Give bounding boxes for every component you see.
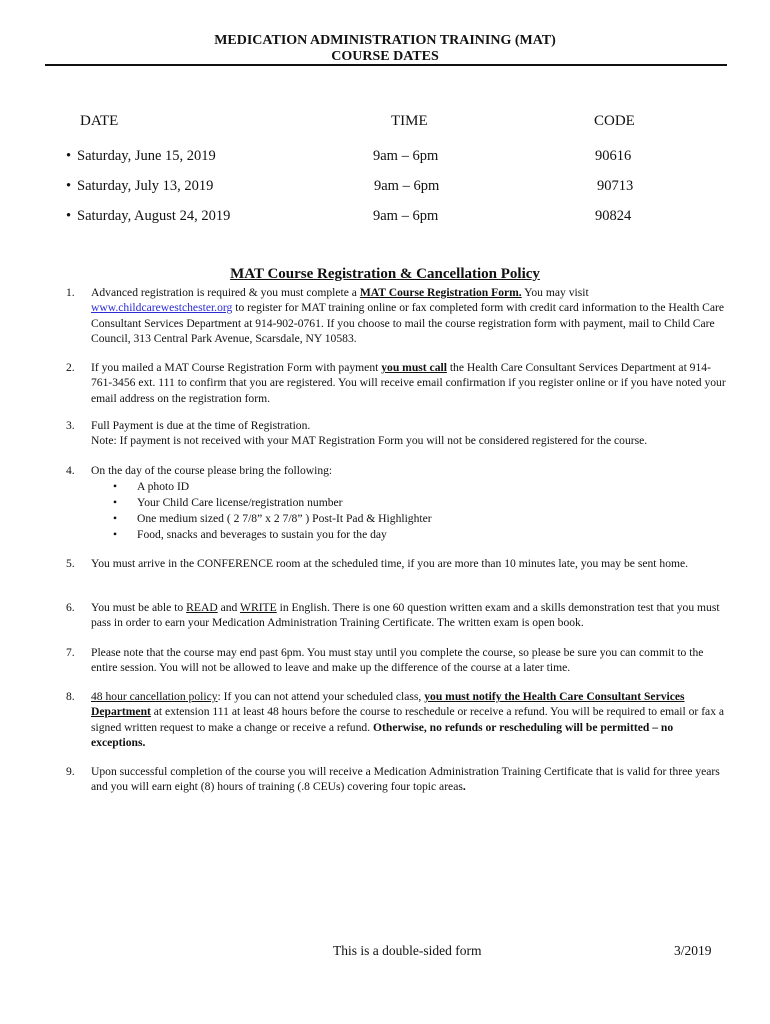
- emphasis-text: you must notify the Health Care Consultant Services Department: [91, 690, 685, 719]
- column-header-date: DATE: [80, 113, 119, 129]
- item-text: Advanced registration is required & you must complete a: [91, 286, 360, 299]
- item-text: If you mailed a MAT Course Registration Form with payment: [91, 361, 382, 374]
- read-emphasis: READ: [186, 601, 218, 614]
- bullet-icon: •: [66, 178, 72, 194]
- item-number: 7.: [66, 646, 75, 659]
- item-number: 8.: [66, 690, 75, 703]
- policy-item-6: [66, 600, 726, 631]
- bring-items-list: [113, 479, 726, 542]
- policy-title: MAT Course Registration & Cancellation Policy: [230, 266, 540, 282]
- emphasis-text: you must call: [381, 361, 447, 374]
- item-text: You may visit: [521, 286, 589, 299]
- course-time: 9am – 6pm: [373, 208, 439, 224]
- item-text: Upon successful completion of the course you will receive a Medication Administration Training Certificate that is valid for three years and you will earn eight (8) hours of training (.8 CEUs) covering four topic areas: [91, 765, 720, 794]
- document-title: MEDICATION ADMINISTRATION TRAINING (MAT): [214, 33, 556, 48]
- no-refunds-warning: Otherwise, no refunds or rescheduling will be permitted – no exceptions.: [91, 720, 674, 749]
- item-text: in English. There is one 60 question written exam and a skills demonstration test that you must pass in order to earn your Medication Administration Training Certificate. The written exam is open book.: [91, 601, 720, 630]
- item-number: 3.: [66, 419, 75, 432]
- list-item: • A photo ID: [113, 479, 726, 495]
- course-date: Saturday, July 13, 2019: [77, 178, 214, 194]
- registration-form-link-text: MAT Course Registration Form.: [359, 286, 522, 299]
- list-item: • One medium sized ( 2 7/8” x 2 7/8” ) Post-It Pad & Highlighter: [113, 511, 726, 527]
- revision-date: 3/2019: [674, 943, 712, 958]
- item-text: You must arrive in the CONFERENCE room at the scheduled time, if you are more than 10 minutes late, you may be sent home.: [91, 557, 689, 570]
- item-text: : If you can not attend your scheduled class,: [217, 690, 425, 703]
- item-text: Please note that the course may end past 6pm. You must stay until you complete the course, so please be sure you can commit to the entire session. You will not be allowed to leave and make up the difference of the course at a later time.: [91, 646, 704, 675]
- course-time: 9am – 6pm: [374, 178, 440, 194]
- website-link[interactable]: www.childcarewestchester.org: [91, 301, 233, 315]
- column-header-code: CODE: [594, 113, 635, 129]
- course-date: Saturday, June 15, 2019: [77, 148, 216, 164]
- list-item: • Your Child Care license/registration number: [113, 495, 726, 511]
- double-sided-note: This is a double-sided form: [333, 943, 482, 958]
- item-number: 9.: [66, 765, 75, 778]
- item-number: 4.: [66, 464, 75, 477]
- policy-item-5: [66, 556, 726, 571]
- item-end-period: .: [462, 780, 466, 794]
- document-subtitle: COURSE DATES: [331, 49, 439, 64]
- policy-item-2: [66, 360, 726, 406]
- course-code: 90616: [595, 148, 632, 164]
- course-time: 9am – 6pm: [373, 148, 439, 164]
- item-number: 2.: [66, 361, 75, 374]
- item-text: at extension 111 at least 48 hours before the course to reschedule or receive a refund. You will be required to email or fax a signed written request to make a change or receive a refund.: [91, 705, 725, 734]
- item-text: Full Payment is due at the time of Registration.: [91, 419, 311, 432]
- item-note: Note: If payment is not received with your MAT Registration Form you will not be considered registered for the course.: [91, 434, 648, 448]
- bullet-icon: •: [66, 148, 72, 164]
- policy-item-3: [66, 418, 726, 449]
- course-date: Saturday, August 24, 2019: [77, 208, 231, 224]
- item-number: 1.: [66, 286, 75, 299]
- list-item: • Food, snacks and beverages to sustain you for the day: [113, 527, 726, 543]
- item-text: On the day of the course please bring the following:: [91, 464, 333, 477]
- item-number: 5.: [66, 557, 75, 570]
- write-emphasis: WRITE: [240, 601, 277, 614]
- policy-item-4: [66, 463, 726, 542]
- policy-item-1: [66, 285, 726, 346]
- item-text: to register for MAT training online or fax completed form with credit card information to the Health Care Consultant Services Department at 914-902-0761. If you choose to mail the course registration form with payment, mail to Child Care Council, 313 Central Park Avenue, Scarsdale, NY 10583.: [91, 301, 725, 345]
- item-number: 6.: [66, 601, 75, 614]
- cancellation-policy-label: 48 hour cancellation policy: [91, 690, 218, 703]
- item-text: and: [217, 601, 241, 614]
- course-code: 90713: [597, 178, 634, 194]
- course-code: 90824: [595, 208, 632, 224]
- policy-item-7: [66, 645, 726, 676]
- column-header-time: TIME: [391, 113, 428, 129]
- policy-item-9: [66, 764, 726, 795]
- title-divider: [45, 64, 727, 66]
- item-text: You must be able to: [91, 601, 187, 614]
- bullet-icon: •: [66, 208, 72, 224]
- policy-item-8: [66, 689, 726, 750]
- item-text: the Health Care Consultant Services Department at 914-761-3456 ext. 111 to confirm that you are registered. You will receive email confirmation if you register online or if you have noted your email address on the registration form.: [91, 361, 726, 405]
